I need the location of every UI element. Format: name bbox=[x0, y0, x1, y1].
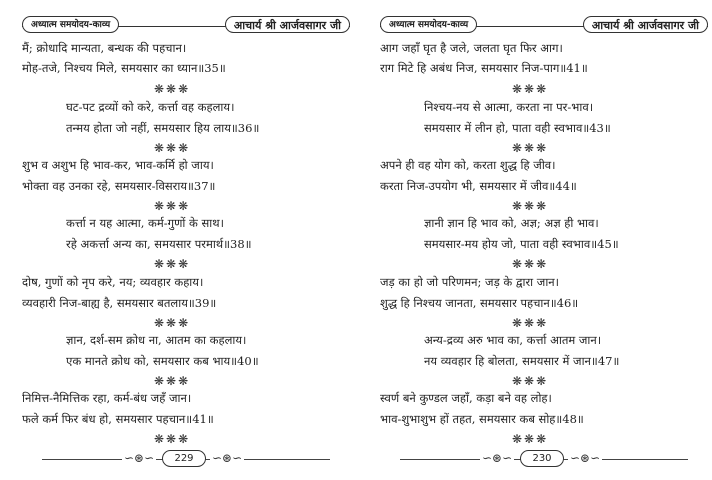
verse-line: भाव-शुभाशुभ हों तहत, समयसार कब सोह॥48॥ bbox=[380, 412, 584, 426]
verse-line: अपने ही वह योग को, करता शुद्ध हि जीव। bbox=[380, 158, 556, 172]
verse-line: व्यवहारी निज-बाह्य है, समयसार बतलाय॥39॥ bbox=[22, 296, 217, 310]
ornament-divider: ❋❋❋ bbox=[512, 82, 549, 96]
ornament-divider: ❋❋❋ bbox=[512, 432, 549, 446]
flourish-icon: ∽⊛∽ bbox=[124, 451, 155, 465]
left-page bbox=[22, 0, 350, 480]
verse-line: जड़ का हो जो परिणमन; जड़ के द्वारा जान। bbox=[380, 275, 560, 289]
verse-line: निमित्त-नैमित्तिक रहा, कर्म-बंध जहँ जान। bbox=[22, 391, 192, 405]
verse-line: नय व्यवहार हि बोलता, समयसार में जान॥47॥ bbox=[424, 354, 620, 368]
verse-line: समयसार में लीन हो, पाता वही स्वभाव॥43॥ bbox=[424, 121, 611, 135]
verse-line: घट-पट द्रव्यों को करे, कर्त्ता वह कहलाय। bbox=[66, 100, 235, 114]
book-title-label: अध्यात्म समयोदय-काव्य bbox=[22, 16, 119, 33]
ornament-divider: ❋❋❋ bbox=[512, 316, 549, 330]
verse-line: शुद्ध हि निश्चय जानता, समयसार पहचान॥46॥ bbox=[380, 296, 579, 310]
verse-line: राग मिटे हि अबंध निज, समयसार निज-पाग॥41॥ bbox=[380, 61, 588, 75]
verse-line: तन्मय होता जो नहीं, समयसार हिय लाय॥36॥ bbox=[66, 121, 260, 135]
ornament-divider: ❋❋❋ bbox=[154, 374, 191, 388]
verse-line: भोक्ता वह उनका रहे, समयसार-विसराय॥37॥ bbox=[22, 179, 216, 193]
verse-line: निश्चय-नय से आत्मा, करता ना पर-भाव। bbox=[424, 100, 594, 114]
verse-line: स्वर्ण बने कुण्डल जहाँ, कड़ा बने वह लोह। bbox=[380, 391, 552, 405]
verse-line: अन्य-द्रव्य अरु भाव का, कर्त्ता आतम जान। bbox=[424, 333, 602, 347]
verse-line: समयसार-मय होय जो, पाता वही स्वभाव॥45॥ bbox=[424, 237, 619, 251]
ornament-divider: ❋❋❋ bbox=[512, 374, 549, 388]
verse-line: शुभ व अशुभ हि भाव-कर, भाव-कर्मि हो जाय। bbox=[22, 158, 214, 172]
ornament-divider: ❋❋❋ bbox=[512, 141, 549, 155]
verse-line: रहे अकर्त्ता अन्य का, समयसार परमार्थ॥38॥ bbox=[66, 237, 252, 251]
verse-line: करता निज-उपयोग भी, समयसार में जीव॥44॥ bbox=[380, 179, 577, 193]
flourish-icon: ∽⊛∽ bbox=[212, 451, 243, 465]
page-footer bbox=[380, 450, 708, 468]
ornament-divider: ❋❋❋ bbox=[154, 199, 191, 213]
ornament-divider: ❋❋❋ bbox=[154, 82, 191, 96]
page-header bbox=[22, 14, 350, 34]
verse-line: मोह-तजे, निश्चय मिले, समयसार का ध्यान॥35॥ bbox=[22, 61, 226, 75]
verse-line: फले कर्म फिर बंध हो, समयसार पहचान॥41॥ bbox=[22, 412, 214, 426]
verse-line: एक मानते क्रोध को, समयसार कब भाय॥40॥ bbox=[66, 354, 259, 368]
page-footer bbox=[22, 450, 350, 468]
ornament-divider: ❋❋❋ bbox=[512, 257, 549, 271]
verse-line: ज्ञानी ज्ञान हि भाव को, अज्ञ; अज्ञ ही भाव। bbox=[424, 216, 599, 230]
author-label: आचार्य श्री आर्जवसागर जी bbox=[225, 16, 350, 33]
page-header bbox=[380, 14, 708, 34]
flourish-icon: ∽⊛∽ bbox=[570, 451, 601, 465]
verse-line: मैं; क्रोधादि मान्यता, बन्धक की पहचान। bbox=[22, 41, 187, 55]
author-label: आचार्य श्री आर्जवसागर जी bbox=[583, 16, 708, 33]
book-title-label: अध्यात्म समयोदय-काव्य bbox=[380, 16, 477, 33]
ornament-divider: ❋❋❋ bbox=[154, 316, 191, 330]
ornament-divider: ❋❋❋ bbox=[154, 257, 191, 271]
right-page bbox=[380, 0, 708, 480]
flourish-icon: ∽⊛∽ bbox=[482, 451, 513, 465]
verse-line: ज्ञान, दर्श-सम क्रोध ना, आतम का कहलाय। bbox=[66, 333, 247, 347]
ornament-divider: ❋❋❋ bbox=[154, 432, 191, 446]
ornament-divider: ❋❋❋ bbox=[154, 141, 191, 155]
page-number: 230 bbox=[520, 450, 564, 467]
verse-line: आग जहाँ घृत है जले, जलता घृत फिर आग। bbox=[380, 41, 563, 55]
ornament-divider: ❋❋❋ bbox=[512, 199, 549, 213]
verse-line: कर्त्ता न यह आत्मा, कर्म-गुणों के साथ। bbox=[66, 216, 224, 230]
verse-line: दोष, गुणों को नृप करे, नय; व्यवहार कहाय। bbox=[22, 275, 204, 289]
page-number: 229 bbox=[162, 450, 206, 467]
